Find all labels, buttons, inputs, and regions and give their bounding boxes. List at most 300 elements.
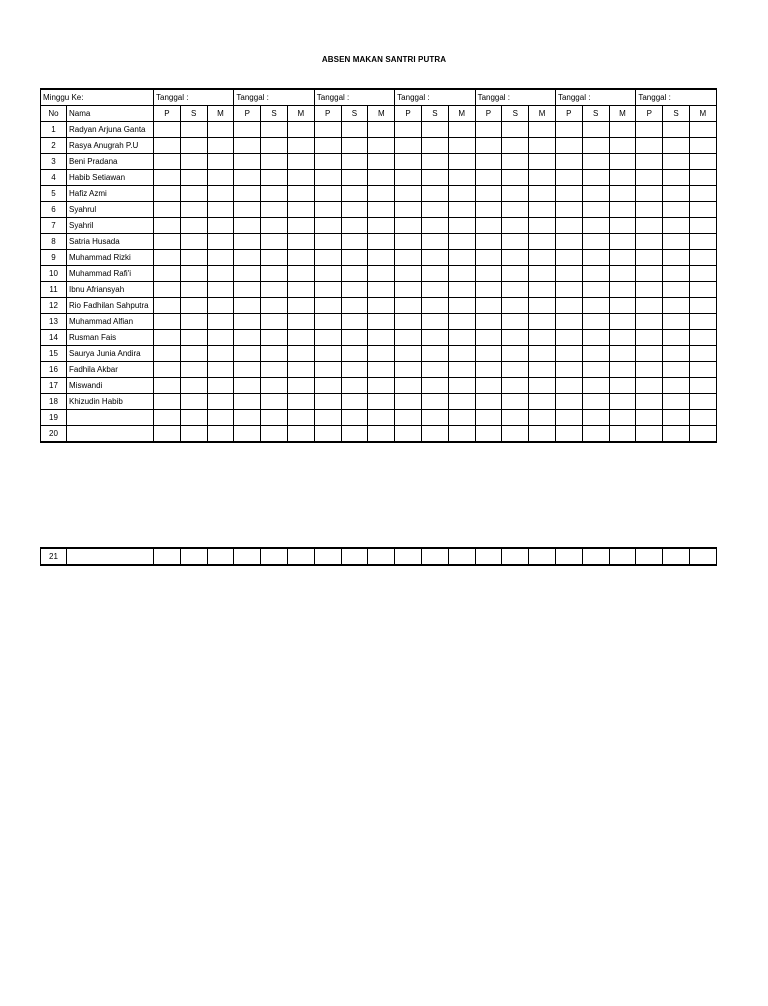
attendance-cell[interactable] <box>314 394 341 410</box>
attendance-cell[interactable] <box>582 186 609 202</box>
attendance-cell[interactable] <box>207 410 234 426</box>
attendance-cell[interactable] <box>475 410 502 426</box>
attendance-cell[interactable] <box>582 346 609 362</box>
attendance-cell[interactable] <box>261 362 288 378</box>
attendance-cell[interactable] <box>582 122 609 138</box>
attendance-cell[interactable] <box>421 186 448 202</box>
attendance-cell[interactable] <box>502 346 529 362</box>
attendance-cell[interactable] <box>421 346 448 362</box>
attendance-cell[interactable] <box>448 410 475 426</box>
attendance-cell[interactable] <box>234 378 261 394</box>
attendance-cell[interactable] <box>448 202 475 218</box>
attendance-cell[interactable] <box>314 314 341 330</box>
attendance-cell[interactable] <box>368 298 395 314</box>
attendance-cell[interactable] <box>287 234 314 250</box>
attendance-cell[interactable] <box>502 170 529 186</box>
attendance-cell[interactable] <box>395 122 422 138</box>
attendance-cell[interactable] <box>395 394 422 410</box>
attendance-cell[interactable] <box>555 266 582 282</box>
attendance-cell[interactable] <box>395 410 422 426</box>
attendance-cell[interactable] <box>341 186 368 202</box>
attendance-cell[interactable] <box>555 394 582 410</box>
attendance-cell[interactable] <box>529 394 556 410</box>
attendance-cell[interactable] <box>475 298 502 314</box>
attendance-cell[interactable] <box>448 186 475 202</box>
attendance-cell[interactable] <box>689 154 716 170</box>
attendance-cell[interactable] <box>180 362 207 378</box>
attendance-cell[interactable] <box>689 298 716 314</box>
attendance-cell[interactable] <box>448 330 475 346</box>
attendance-cell[interactable] <box>582 282 609 298</box>
attendance-cell[interactable] <box>180 314 207 330</box>
attendance-cell[interactable] <box>475 154 502 170</box>
attendance-cell[interactable] <box>395 170 422 186</box>
attendance-cell[interactable] <box>180 122 207 138</box>
attendance-cell[interactable] <box>261 282 288 298</box>
attendance-cell[interactable] <box>287 362 314 378</box>
attendance-cell[interactable] <box>207 202 234 218</box>
attendance-cell[interactable] <box>368 282 395 298</box>
attendance-cell[interactable] <box>314 202 341 218</box>
attendance-cell[interactable] <box>261 378 288 394</box>
attendance-cell[interactable] <box>555 314 582 330</box>
attendance-cell[interactable] <box>421 426 448 443</box>
attendance-cell[interactable] <box>207 234 234 250</box>
attendance-cell[interactable] <box>475 330 502 346</box>
attendance-cell[interactable] <box>689 378 716 394</box>
attendance-cell[interactable] <box>448 362 475 378</box>
attendance-cell[interactable] <box>421 394 448 410</box>
attendance-cell[interactable] <box>689 314 716 330</box>
attendance-cell[interactable] <box>663 346 690 362</box>
attendance-cell[interactable] <box>421 378 448 394</box>
attendance-cell[interactable] <box>529 250 556 266</box>
attendance-cell[interactable] <box>261 394 288 410</box>
attendance-cell[interactable] <box>154 122 181 138</box>
attendance-cell[interactable] <box>287 426 314 443</box>
attendance-cell[interactable] <box>636 138 663 154</box>
attendance-cell[interactable] <box>207 346 234 362</box>
attendance-cell[interactable] <box>555 298 582 314</box>
attendance-cell[interactable] <box>502 186 529 202</box>
attendance-cell[interactable] <box>689 170 716 186</box>
attendance-cell[interactable] <box>154 548 181 565</box>
attendance-cell[interactable] <box>261 410 288 426</box>
attendance-cell[interactable] <box>314 154 341 170</box>
attendance-cell[interactable] <box>180 250 207 266</box>
attendance-cell[interactable] <box>287 548 314 565</box>
attendance-cell[interactable] <box>475 234 502 250</box>
attendance-cell[interactable] <box>421 410 448 426</box>
attendance-cell[interactable] <box>154 218 181 234</box>
attendance-cell[interactable] <box>180 154 207 170</box>
attendance-cell[interactable] <box>368 122 395 138</box>
attendance-cell[interactable] <box>529 266 556 282</box>
attendance-cell[interactable] <box>207 548 234 565</box>
attendance-cell[interactable] <box>261 346 288 362</box>
attendance-cell[interactable] <box>502 154 529 170</box>
attendance-cell[interactable] <box>341 218 368 234</box>
attendance-cell[interactable] <box>555 138 582 154</box>
attendance-cell[interactable] <box>475 170 502 186</box>
attendance-cell[interactable] <box>180 218 207 234</box>
attendance-cell[interactable] <box>529 154 556 170</box>
attendance-cell[interactable] <box>582 410 609 426</box>
attendance-cell[interactable] <box>421 314 448 330</box>
attendance-cell[interactable] <box>341 250 368 266</box>
attendance-cell[interactable] <box>555 250 582 266</box>
attendance-cell[interactable] <box>663 362 690 378</box>
attendance-cell[interactable] <box>582 202 609 218</box>
attendance-cell[interactable] <box>636 202 663 218</box>
attendance-cell[interactable] <box>421 330 448 346</box>
attendance-cell[interactable] <box>555 154 582 170</box>
attendance-cell[interactable] <box>341 282 368 298</box>
attendance-cell[interactable] <box>448 218 475 234</box>
attendance-cell[interactable] <box>368 378 395 394</box>
attendance-cell[interactable] <box>689 266 716 282</box>
attendance-cell[interactable] <box>689 394 716 410</box>
attendance-cell[interactable] <box>582 394 609 410</box>
attendance-cell[interactable] <box>663 186 690 202</box>
attendance-cell[interactable] <box>529 378 556 394</box>
attendance-cell[interactable] <box>475 186 502 202</box>
attendance-cell[interactable] <box>502 218 529 234</box>
attendance-cell[interactable] <box>636 282 663 298</box>
attendance-cell[interactable] <box>609 154 636 170</box>
attendance-cell[interactable] <box>207 170 234 186</box>
attendance-cell[interactable] <box>207 394 234 410</box>
attendance-cell[interactable] <box>368 234 395 250</box>
attendance-cell[interactable] <box>663 154 690 170</box>
attendance-cell[interactable] <box>395 378 422 394</box>
attendance-cell[interactable] <box>287 218 314 234</box>
attendance-cell[interactable] <box>582 330 609 346</box>
attendance-cell[interactable] <box>421 298 448 314</box>
attendance-cell[interactable] <box>368 314 395 330</box>
attendance-cell[interactable] <box>287 122 314 138</box>
attendance-cell[interactable] <box>582 170 609 186</box>
attendance-cell[interactable] <box>555 218 582 234</box>
attendance-cell[interactable] <box>395 154 422 170</box>
attendance-cell[interactable] <box>475 394 502 410</box>
attendance-cell[interactable] <box>154 410 181 426</box>
attendance-cell[interactable] <box>261 266 288 282</box>
attendance-cell[interactable] <box>448 250 475 266</box>
attendance-cell[interactable] <box>689 234 716 250</box>
attendance-cell[interactable] <box>529 346 556 362</box>
attendance-cell[interactable] <box>154 250 181 266</box>
attendance-cell[interactable] <box>314 138 341 154</box>
attendance-cell[interactable] <box>395 362 422 378</box>
attendance-cell[interactable] <box>475 426 502 443</box>
attendance-cell[interactable] <box>395 282 422 298</box>
attendance-cell[interactable] <box>636 330 663 346</box>
attendance-cell[interactable] <box>663 298 690 314</box>
attendance-cell[interactable] <box>609 186 636 202</box>
attendance-cell[interactable] <box>555 378 582 394</box>
attendance-cell[interactable] <box>287 154 314 170</box>
attendance-cell[interactable] <box>314 282 341 298</box>
attendance-cell[interactable] <box>421 218 448 234</box>
attendance-cell[interactable] <box>314 218 341 234</box>
attendance-cell[interactable] <box>448 298 475 314</box>
attendance-cell[interactable] <box>207 266 234 282</box>
attendance-cell[interactable] <box>261 234 288 250</box>
attendance-cell[interactable] <box>314 234 341 250</box>
attendance-cell[interactable] <box>421 234 448 250</box>
attendance-cell[interactable] <box>314 346 341 362</box>
attendance-cell[interactable] <box>636 298 663 314</box>
attendance-cell[interactable] <box>154 378 181 394</box>
attendance-cell[interactable] <box>368 154 395 170</box>
attendance-cell[interactable] <box>395 330 422 346</box>
attendance-cell[interactable] <box>207 378 234 394</box>
attendance-cell[interactable] <box>341 154 368 170</box>
attendance-cell[interactable] <box>475 138 502 154</box>
attendance-cell[interactable] <box>448 138 475 154</box>
attendance-cell[interactable] <box>475 266 502 282</box>
attendance-cell[interactable] <box>180 170 207 186</box>
attendance-cell[interactable] <box>261 202 288 218</box>
attendance-cell[interactable] <box>689 410 716 426</box>
attendance-cell[interactable] <box>529 138 556 154</box>
attendance-cell[interactable] <box>609 378 636 394</box>
attendance-cell[interactable] <box>287 394 314 410</box>
attendance-cell[interactable] <box>180 426 207 443</box>
attendance-cell[interactable] <box>368 346 395 362</box>
attendance-cell[interactable] <box>663 234 690 250</box>
attendance-cell[interactable] <box>234 154 261 170</box>
attendance-cell[interactable] <box>234 170 261 186</box>
attendance-cell[interactable] <box>154 234 181 250</box>
attendance-cell[interactable] <box>609 426 636 443</box>
attendance-cell[interactable] <box>287 314 314 330</box>
attendance-cell[interactable] <box>609 346 636 362</box>
attendance-cell[interactable] <box>368 266 395 282</box>
attendance-cell[interactable] <box>395 218 422 234</box>
attendance-cell[interactable] <box>663 426 690 443</box>
attendance-cell[interactable] <box>582 250 609 266</box>
attendance-cell[interactable] <box>421 362 448 378</box>
attendance-cell[interactable] <box>314 548 341 565</box>
attendance-cell[interactable] <box>207 218 234 234</box>
attendance-cell[interactable] <box>154 186 181 202</box>
attendance-cell[interactable] <box>636 250 663 266</box>
attendance-cell[interactable] <box>663 202 690 218</box>
attendance-cell[interactable] <box>663 282 690 298</box>
attendance-cell[interactable] <box>502 362 529 378</box>
attendance-cell[interactable] <box>502 202 529 218</box>
attendance-cell[interactable] <box>502 378 529 394</box>
attendance-cell[interactable] <box>234 314 261 330</box>
attendance-cell[interactable] <box>609 138 636 154</box>
attendance-cell[interactable] <box>180 266 207 282</box>
attendance-cell[interactable] <box>529 298 556 314</box>
attendance-cell[interactable] <box>287 138 314 154</box>
attendance-cell[interactable] <box>154 426 181 443</box>
attendance-cell[interactable] <box>582 314 609 330</box>
attendance-cell[interactable] <box>609 202 636 218</box>
attendance-cell[interactable] <box>180 346 207 362</box>
attendance-cell[interactable] <box>421 250 448 266</box>
attendance-cell[interactable] <box>555 346 582 362</box>
attendance-cell[interactable] <box>663 378 690 394</box>
attendance-cell[interactable] <box>529 218 556 234</box>
attendance-cell[interactable] <box>234 426 261 443</box>
attendance-cell[interactable] <box>529 410 556 426</box>
attendance-cell[interactable] <box>180 186 207 202</box>
attendance-cell[interactable] <box>207 314 234 330</box>
attendance-cell[interactable] <box>502 410 529 426</box>
attendance-cell[interactable] <box>207 362 234 378</box>
attendance-cell[interactable] <box>368 202 395 218</box>
attendance-cell[interactable] <box>234 394 261 410</box>
attendance-cell[interactable] <box>395 314 422 330</box>
attendance-cell[interactable] <box>448 346 475 362</box>
attendance-cell[interactable] <box>448 154 475 170</box>
attendance-cell[interactable] <box>636 410 663 426</box>
attendance-cell[interactable] <box>368 218 395 234</box>
attendance-cell[interactable] <box>689 250 716 266</box>
attendance-cell[interactable] <box>421 154 448 170</box>
attendance-cell[interactable] <box>368 362 395 378</box>
attendance-cell[interactable] <box>314 362 341 378</box>
attendance-cell[interactable] <box>475 282 502 298</box>
attendance-cell[interactable] <box>475 202 502 218</box>
attendance-cell[interactable] <box>261 314 288 330</box>
attendance-cell[interactable] <box>555 548 582 565</box>
attendance-cell[interactable] <box>582 378 609 394</box>
attendance-cell[interactable] <box>154 346 181 362</box>
attendance-cell[interactable] <box>663 170 690 186</box>
attendance-cell[interactable] <box>663 410 690 426</box>
attendance-cell[interactable] <box>448 314 475 330</box>
attendance-cell[interactable] <box>395 138 422 154</box>
attendance-cell[interactable] <box>341 170 368 186</box>
attendance-cell[interactable] <box>261 218 288 234</box>
attendance-cell[interactable] <box>368 548 395 565</box>
attendance-cell[interactable] <box>582 362 609 378</box>
attendance-cell[interactable] <box>582 154 609 170</box>
attendance-cell[interactable] <box>341 394 368 410</box>
attendance-cell[interactable] <box>341 548 368 565</box>
attendance-cell[interactable] <box>287 170 314 186</box>
attendance-cell[interactable] <box>475 362 502 378</box>
attendance-cell[interactable] <box>234 186 261 202</box>
attendance-cell[interactable] <box>287 330 314 346</box>
attendance-cell[interactable] <box>529 426 556 443</box>
attendance-cell[interactable] <box>448 282 475 298</box>
attendance-cell[interactable] <box>663 250 690 266</box>
attendance-cell[interactable] <box>154 202 181 218</box>
attendance-cell[interactable] <box>287 410 314 426</box>
attendance-cell[interactable] <box>368 138 395 154</box>
attendance-cell[interactable] <box>609 548 636 565</box>
attendance-cell[interactable] <box>609 298 636 314</box>
attendance-cell[interactable] <box>689 426 716 443</box>
attendance-cell[interactable] <box>663 548 690 565</box>
attendance-cell[interactable] <box>314 330 341 346</box>
attendance-cell[interactable] <box>609 250 636 266</box>
attendance-cell[interactable] <box>475 378 502 394</box>
attendance-cell[interactable] <box>341 362 368 378</box>
attendance-cell[interactable] <box>636 154 663 170</box>
attendance-cell[interactable] <box>341 378 368 394</box>
attendance-cell[interactable] <box>663 266 690 282</box>
attendance-cell[interactable] <box>261 250 288 266</box>
attendance-cell[interactable] <box>368 186 395 202</box>
attendance-cell[interactable] <box>636 394 663 410</box>
attendance-cell[interactable] <box>207 122 234 138</box>
attendance-cell[interactable] <box>502 282 529 298</box>
attendance-cell[interactable] <box>234 122 261 138</box>
attendance-cell[interactable] <box>207 138 234 154</box>
attendance-cell[interactable] <box>555 234 582 250</box>
attendance-cell[interactable] <box>395 234 422 250</box>
attendance-cell[interactable] <box>287 266 314 282</box>
attendance-cell[interactable] <box>287 186 314 202</box>
attendance-cell[interactable] <box>502 266 529 282</box>
attendance-cell[interactable] <box>314 426 341 443</box>
attendance-cell[interactable] <box>636 186 663 202</box>
attendance-cell[interactable] <box>555 170 582 186</box>
attendance-cell[interactable] <box>287 282 314 298</box>
attendance-cell[interactable] <box>663 218 690 234</box>
attendance-cell[interactable] <box>154 330 181 346</box>
attendance-cell[interactable] <box>368 394 395 410</box>
attendance-cell[interactable] <box>582 138 609 154</box>
attendance-cell[interactable] <box>582 298 609 314</box>
attendance-cell[interactable] <box>448 548 475 565</box>
attendance-cell[interactable] <box>207 250 234 266</box>
attendance-cell[interactable] <box>555 282 582 298</box>
attendance-cell[interactable] <box>234 410 261 426</box>
attendance-cell[interactable] <box>555 202 582 218</box>
attendance-cell[interactable] <box>395 298 422 314</box>
attendance-cell[interactable] <box>636 266 663 282</box>
attendance-cell[interactable] <box>154 282 181 298</box>
attendance-cell[interactable] <box>341 426 368 443</box>
attendance-cell[interactable] <box>636 378 663 394</box>
attendance-cell[interactable] <box>448 170 475 186</box>
attendance-cell[interactable] <box>154 266 181 282</box>
attendance-cell[interactable] <box>207 186 234 202</box>
attendance-cell[interactable] <box>314 122 341 138</box>
attendance-cell[interactable] <box>502 394 529 410</box>
attendance-cell[interactable] <box>261 154 288 170</box>
attendance-cell[interactable] <box>529 330 556 346</box>
attendance-cell[interactable] <box>636 122 663 138</box>
attendance-cell[interactable] <box>609 410 636 426</box>
attendance-cell[interactable] <box>180 548 207 565</box>
attendance-cell[interactable] <box>689 202 716 218</box>
attendance-cell[interactable] <box>421 548 448 565</box>
attendance-cell[interactable] <box>180 298 207 314</box>
attendance-cell[interactable] <box>154 298 181 314</box>
attendance-cell[interactable] <box>395 186 422 202</box>
attendance-cell[interactable] <box>555 410 582 426</box>
attendance-cell[interactable] <box>368 426 395 443</box>
attendance-cell[interactable] <box>529 282 556 298</box>
attendance-cell[interactable] <box>502 330 529 346</box>
attendance-cell[interactable] <box>395 426 422 443</box>
attendance-cell[interactable] <box>368 330 395 346</box>
attendance-cell[interactable] <box>609 266 636 282</box>
attendance-cell[interactable] <box>502 314 529 330</box>
attendance-cell[interactable] <box>180 138 207 154</box>
attendance-cell[interactable] <box>180 330 207 346</box>
